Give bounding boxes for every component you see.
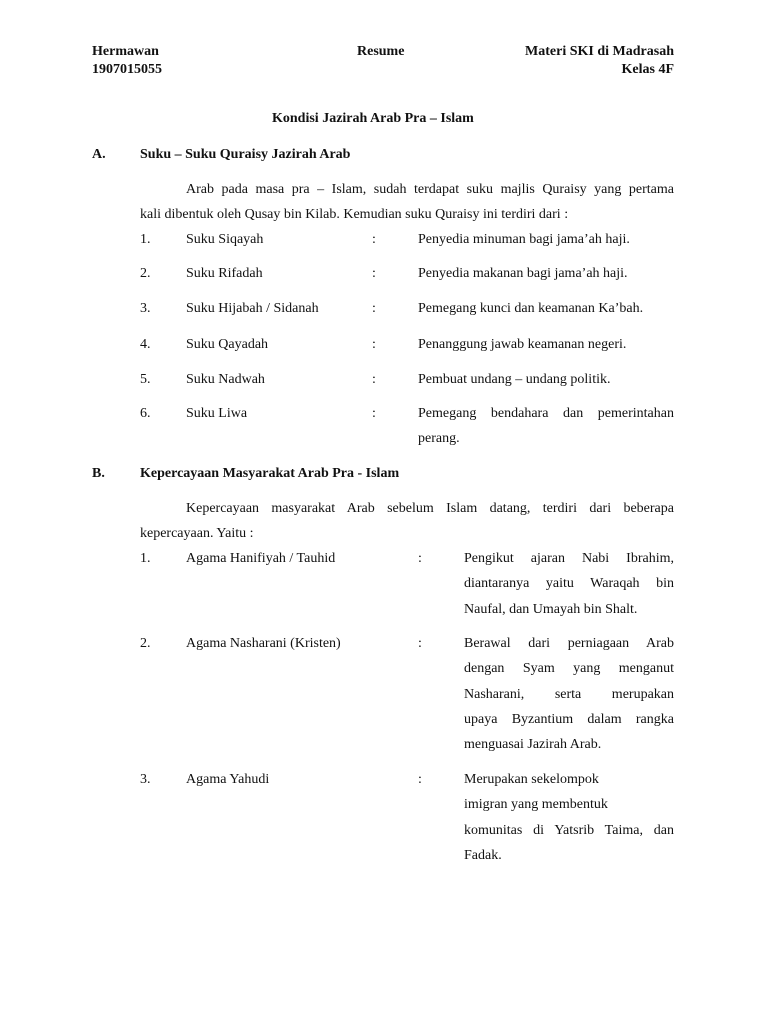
list-separator: :: [418, 772, 422, 787]
list-number: 1.: [140, 232, 151, 247]
list-separator: :: [372, 266, 376, 281]
list-separator: :: [372, 301, 376, 316]
list-name: Agama Nasharani (Kristen): [186, 636, 341, 651]
list-number: 3.: [140, 301, 151, 316]
list-description-line: dengan Syam yang menganut: [464, 661, 674, 676]
list-number: 3.: [140, 772, 151, 787]
list-description: Pemegang bendahara dan pemerintahan: [418, 406, 674, 421]
list-description: Pemegang kunci dan keamanan Ka’bah.: [418, 301, 644, 316]
list-description: Penyedia minuman bagi jama’ah haji.: [418, 232, 630, 247]
list-description: Penyedia makanan bagi jama’ah haji.: [418, 266, 628, 281]
list-description-line: komunitas di Yatsrib Taima, dan: [464, 823, 674, 838]
section-a-intro-line2: kali dibentuk oleh Qusay bin Kilab. Kemudian suku Quraisy ini terdiri dari :: [140, 207, 569, 222]
list-description-line: imigran yang membentuk: [464, 797, 608, 812]
list-description: Penanggung jawab keamanan negeri.: [418, 337, 627, 352]
list-separator: :: [418, 636, 422, 651]
list-separator: :: [372, 337, 376, 352]
list-description-line: Berawal dari perniagaan Arab: [464, 636, 674, 651]
list-description-line: diantaranya yaitu Waraqah bin: [464, 576, 674, 591]
list-name: Agama Yahudi: [186, 772, 270, 787]
list-separator: :: [372, 406, 376, 421]
header-doc-type: Resume: [357, 44, 405, 59]
list-name: Suku Nadwah: [186, 372, 265, 387]
list-description: Pembuat undang – undang politik.: [418, 372, 611, 387]
section-a-heading: Suku – Suku Quraisy Jazirah Arab: [140, 147, 351, 162]
list-number: 2.: [140, 636, 151, 651]
document-title: Kondisi Jazirah Arab Pra – Islam: [272, 111, 474, 126]
section-b-intro-line1: Kepercayaan masyarakat Arab sebelum Islam datang, terdiri dari beberapa: [186, 501, 674, 516]
list-description-line: Naufal, dan Umayah bin Shalt.: [464, 602, 638, 617]
section-b-heading: Kepercayaan Masyarakat Arab Pra - Islam: [140, 466, 400, 481]
list-description-cont: perang.: [418, 431, 460, 446]
list-number: 6.: [140, 406, 151, 421]
section-b-intro-line2: kepercayaan. Yaitu :: [140, 526, 254, 541]
section-a-letter: A.: [92, 147, 106, 162]
section-a-intro-line1: Arab pada masa pra – Islam, sudah terdapat suku majlis Quraisy yang pertama: [186, 182, 674, 197]
list-name: Suku Siqayah: [186, 232, 264, 247]
list-description-line: Nasharani, serta merupakan: [464, 687, 674, 702]
list-number: 4.: [140, 337, 151, 352]
list-separator: :: [372, 372, 376, 387]
list-description-line: Merupakan sekelompok: [464, 772, 599, 787]
list-description-line: upaya Byzantium dalam rangka: [464, 712, 674, 727]
list-name: Suku Rifadah: [186, 266, 263, 281]
header-class: Kelas 4F: [621, 62, 674, 77]
list-description-line: menguasai Jazirah Arab.: [464, 737, 602, 752]
list-name: Suku Liwa: [186, 406, 248, 421]
list-separator: :: [372, 232, 376, 247]
list-number: 2.: [140, 266, 151, 281]
list-description-line: Fadak.: [464, 848, 502, 863]
list-number: 1.: [140, 551, 151, 566]
section-b-letter: B.: [92, 466, 105, 481]
list-number: 5.: [140, 372, 151, 387]
header-subject: Materi SKI di Madrasah: [525, 44, 674, 59]
list-name: Agama Hanifiyah / Tauhid: [186, 551, 336, 566]
list-name: Suku Qayadah: [186, 337, 269, 352]
list-separator: :: [418, 551, 422, 566]
header-author: Hermawan: [92, 44, 159, 59]
list-description-line: Pengikut ajaran Nabi Ibrahim,: [464, 551, 674, 566]
header-nim: 1907015055: [92, 62, 162, 77]
list-name: Suku Hijabah / Sidanah: [186, 301, 319, 316]
